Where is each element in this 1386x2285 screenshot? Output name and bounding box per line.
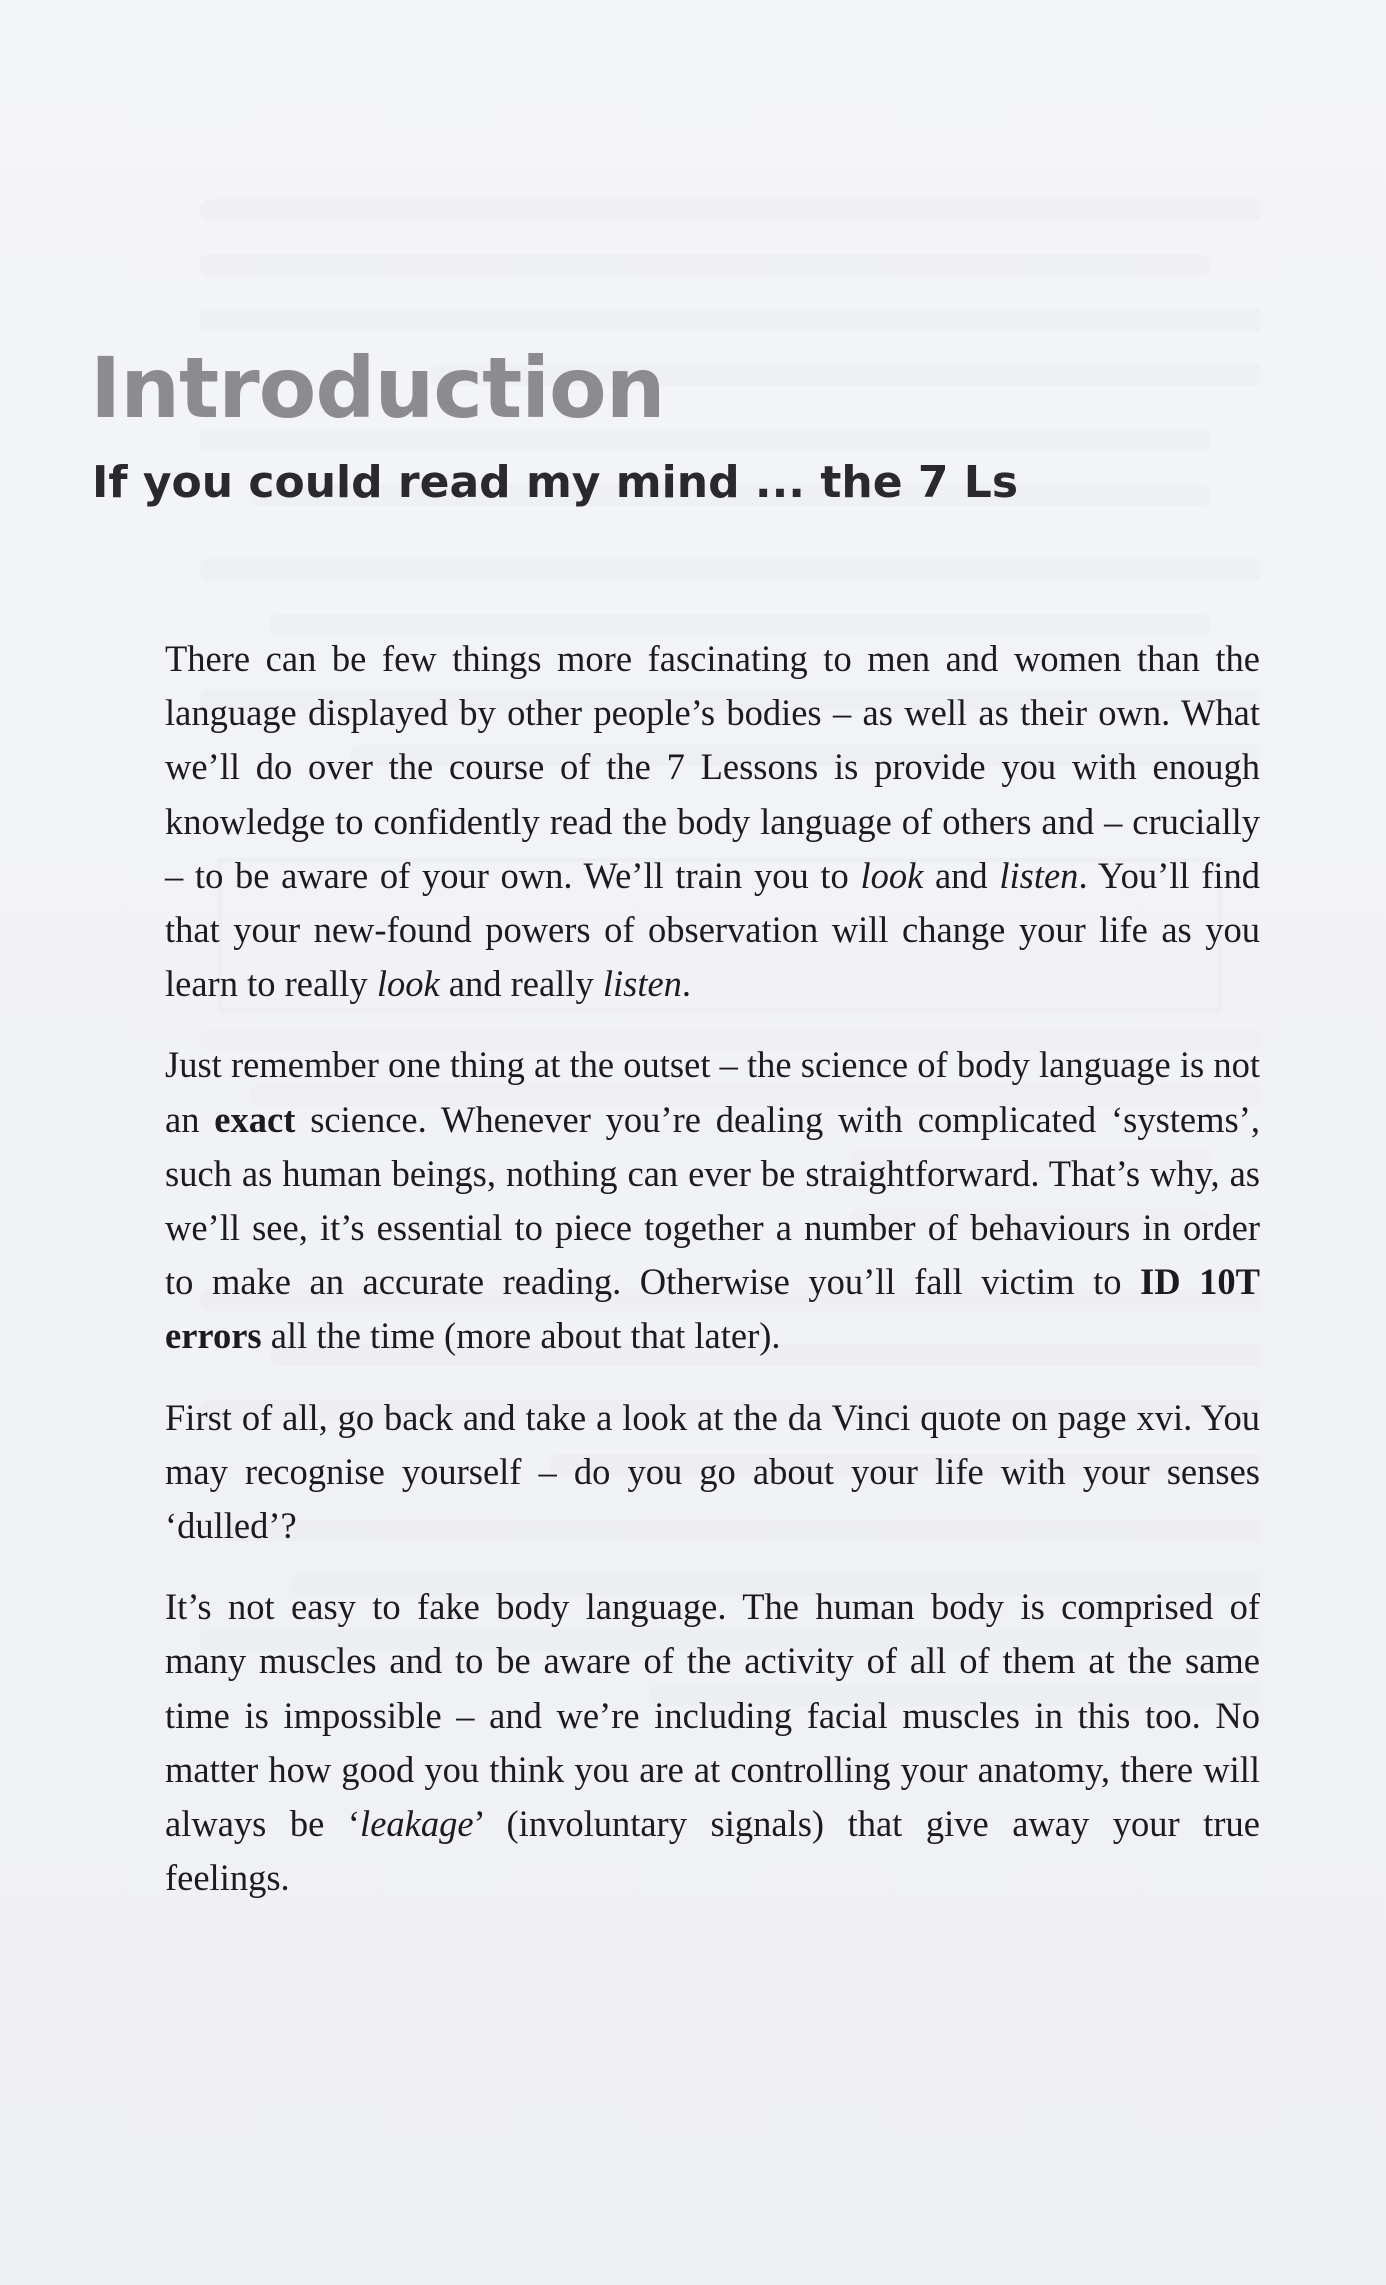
text-run: First of all, go back and take a look at the da Vinci quote on page xvi. You may recognise yourself – do you go about your life with your senses ‘dulled’? — [165, 1396, 1260, 1547]
paragraph — [165, 1580, 1260, 1905]
text-run: . — [681, 963, 692, 1005]
chapter-title: Introduction — [90, 339, 665, 437]
paragraph — [165, 1038, 1260, 1363]
text-run: . You’ll find that your new-found powers of observation will change your life as you learn to really — [165, 854, 1260, 1005]
text-run: and — [923, 854, 1000, 896]
paragraph — [165, 1391, 1260, 1554]
bold-text: ID 10T errors — [165, 1261, 1260, 1357]
italic-text: look — [376, 963, 440, 1005]
bold-text: exact — [214, 1098, 296, 1140]
text-run: ’ (involuntary signals) that give away your true feelings. — [165, 1803, 1260, 1899]
chapter-subtitle: If you could read my mind ... the 7 Ls — [92, 457, 1019, 508]
text-run: There can be few things more fascinating to men and women than the language displayed by other people’s bodies – as well as their own. What we’ll do over the course of the 7 Lessons is provide you with enough knowledge to confidently read the body language of others and – crucially – to be aware of your own. We’ll train you to — [165, 638, 1260, 896]
text-run: Just remember one thing at the outset – the science of body language is not an — [165, 1044, 1260, 1140]
text-run: and really — [439, 963, 603, 1005]
text-run: all the time (more about that later). — [261, 1315, 781, 1357]
body-text — [165, 632, 1260, 1932]
text-run: science. Whenever you’re dealing with complicated ‘systems’, such as human beings, nothing can ever be straightforward. That’s why, as we’ll see, it’s essential to piece together a number of behaviours in order to make an accurate reading. Otherwise you’ll fall victim to — [165, 1098, 1260, 1303]
italic-text: look — [860, 854, 924, 896]
paragraph — [165, 632, 1260, 1011]
italic-text: listen — [602, 963, 682, 1005]
italic-text: leakage — [360, 1803, 474, 1845]
text-run: It’s not easy to fake body language. The human body is comprised of many muscles and to be aware of the activity of all of them at the same time is impossible – and we’re including facial muscles in this too. No matter how good you think you are at controlling your anatomy, there will always be ‘ — [165, 1586, 1260, 1845]
italic-text: listen — [999, 854, 1079, 896]
